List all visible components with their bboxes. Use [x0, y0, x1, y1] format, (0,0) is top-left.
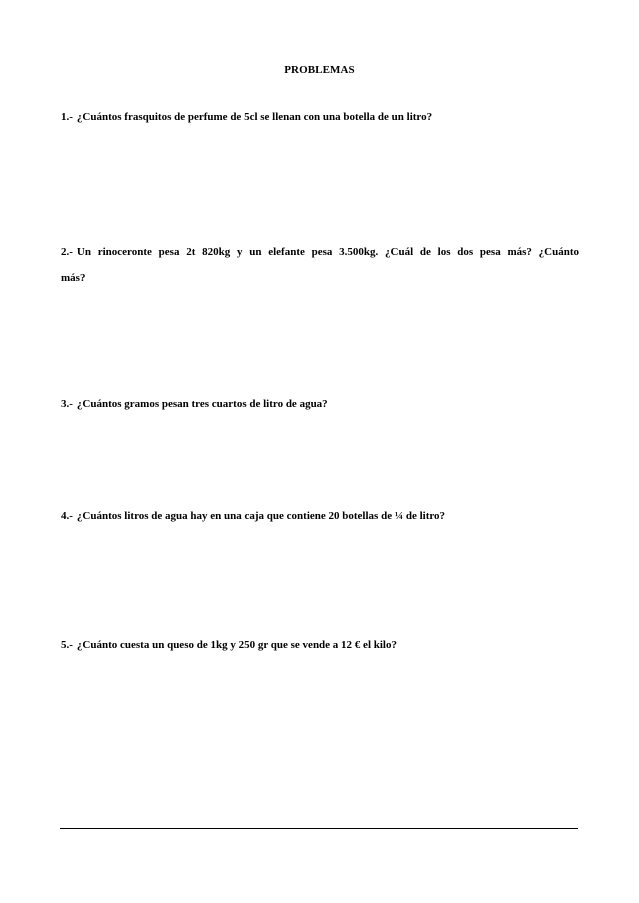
- page-title: PROBLEMAS: [284, 64, 355, 76]
- problem-1: [61, 110, 579, 124]
- problem-5-number: 5.-: [61, 639, 73, 651]
- problem-1-number: 1.-: [61, 111, 73, 123]
- problem-3: [61, 397, 579, 411]
- problem-4-number: 4.-: [61, 510, 73, 522]
- problem-2-text: Un rinoceronte pesa 2t 820kg y un elefante pesa 3.500kg. ¿Cuál de los dos pesa más? ¿Cuánto más?: [61, 246, 579, 284]
- problem-3-number: 3.-: [61, 398, 73, 410]
- problem-2-number: 2.-: [61, 246, 73, 258]
- problem-4-text: ¿Cuántos litros de agua hay en una caja que contiene 20 botellas de ¼ de litro?: [76, 510, 446, 522]
- problem-4: [61, 509, 579, 523]
- problem-2: [61, 239, 579, 291]
- problem-1-text: ¿Cuántos frasquitos de perfume de 5cl se llenan con una botella de un litro?: [76, 111, 433, 123]
- problem-3-text: ¿Cuántos gramos pesan tres cuartos de litro de agua?: [76, 398, 328, 410]
- problem-5-text: ¿Cuánto cuesta un queso de 1kg y 250 gr que se vende a 12 € el kilo?: [76, 639, 397, 651]
- problem-5: [61, 638, 579, 652]
- footer-divider: [60, 828, 578, 829]
